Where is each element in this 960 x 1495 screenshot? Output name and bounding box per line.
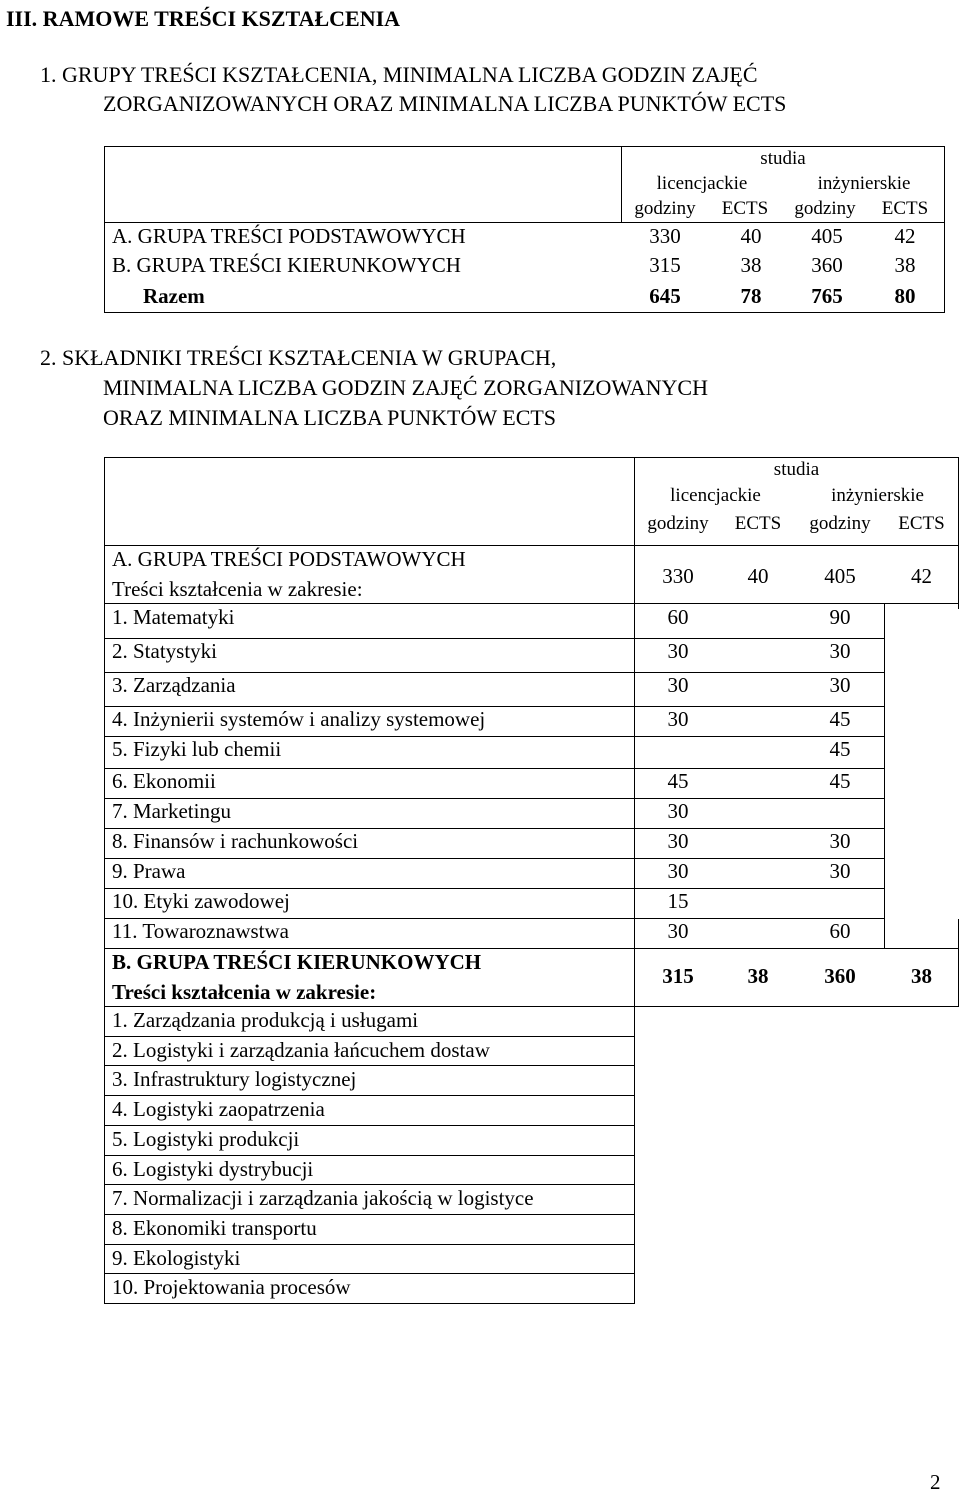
lic-hours: 30 [667,799,689,823]
lic-ects-header: ECTS [721,198,769,219]
item-label: 10. Projektowania procesów [112,1275,351,1299]
studia-header: studia [773,459,820,480]
lic-ects-header: ECTS [734,513,782,534]
lic-hours: 645 [649,284,681,308]
inz-hours: 30 [829,859,851,883]
inz-hours: 45 [829,707,851,731]
item-label: 10. Etyki zawodowej [112,889,290,913]
part2-heading-line1: 2. SKŁADNIKI TREŚCI KSZTAŁCENIA W GRUPACH, [40,345,557,370]
page-number: 2 [930,1470,941,1494]
row-label: B. GRUPA TREŚCI KIERUNKOWYCH [112,253,461,277]
inz-ects: 80 [894,284,916,308]
item-label: 2. Logistyki i zarządzania łańcuchem dostaw [112,1038,490,1062]
licencjackie-header: licencjackie [670,485,761,506]
item-label: 9. Ekologistyki [112,1246,241,1270]
lic-hours: 30 [667,829,689,853]
inz-hours: 405 [811,224,843,248]
inzynierskie-header: inżynierskie [831,485,924,506]
item-label: 1. Matematyki [112,605,235,629]
inz-ects-header: ECTS [898,513,945,534]
part1-heading-line1: 1. GRUPY TREŚCI KSZTAŁCENIA, MINIMALNA LICZBA GODZIN ZAJĘĆ [40,62,758,87]
group-a-lic-ects: 40 [747,564,769,588]
item-label: 7. Normalizacji i zarządzania jakością w logistyce [112,1186,534,1210]
item-label: 2. Statystyki [112,639,218,663]
studia-header: studia [760,148,806,169]
item-label: 3. Zarządzania [112,673,236,697]
item-label: 6. Ekonomii [112,769,216,793]
group-b-lic-hours: 315 [662,964,694,988]
lic-hours: 30 [667,919,689,943]
inz-ects-header: ECTS [881,198,929,219]
item-label: 9. Prawa [112,859,186,883]
inz-ects: 42 [894,224,916,248]
inz-hours: 60 [829,919,851,943]
item-label: 4. Inżynierii systemów i analizy systemowej [112,707,486,731]
item-label: 8. Finansów i rachunkowości [112,829,359,853]
lic-hours: 30 [667,639,689,663]
inz-hours: 90 [829,605,851,629]
lic-ects: 38 [740,253,762,277]
part2-heading-line3: ORAZ MINIMALNA LICZBA PUNKTÓW ECTS [103,405,557,430]
lic-hours: 15 [667,889,689,913]
lic-ects: 40 [740,224,762,248]
item-label: 6. Logistyki dystrybucji [112,1157,314,1181]
group-a-subtitle: Treści kształcenia w zakresie: [112,577,363,601]
inz-godziny-header: godziny [809,513,871,534]
inz-hours: 30 [829,673,851,697]
part2-heading-line2: MINIMALNA LICZBA GODZIN ZAJĘĆ ZORGANIZOWANYCH [103,375,708,400]
row-label: A. GRUPA TREŚCI PODSTAWOWYCH [112,224,466,248]
group-a-title: A. GRUPA TREŚCI PODSTAWOWYCH [112,547,466,571]
inzynierskie-header: inżynierskie [817,173,911,194]
group-a-lic-hours: 330 [662,564,694,588]
lic-hours: 45 [667,769,689,793]
lic-godziny-header: godziny [647,513,709,534]
item-label: 7. Marketingu [112,799,231,823]
licencjackie-header: licencjackie [656,173,748,194]
item-label: 8. Ekonomiki transportu [112,1216,317,1240]
group-b-inz-hours: 360 [824,964,856,988]
inz-hours: 30 [829,639,851,663]
group-b-lic-ects: 38 [747,964,769,988]
item-label: 11. Towaroznawstwa [112,919,289,943]
lic-hours: 315 [649,253,681,277]
item-label: 3. Infrastruktury logistycznej [112,1067,357,1091]
item-label: 5. Fizyki lub chemii [112,737,282,761]
group-b-inz-ects: 38 [911,964,932,988]
inz-hours: 30 [829,829,851,853]
inz-hours: 45 [829,769,851,793]
inz-hours: 45 [829,737,851,761]
inz-hours: 765 [811,284,843,308]
inz-godziny-header: godziny [794,198,856,219]
lic-hours: 30 [667,859,689,883]
lic-hours: 60 [667,605,689,629]
lic-hours: 30 [667,707,689,731]
group-a-inz-ects: 42 [911,564,932,588]
lic-hours: 330 [649,224,681,248]
item-label: 5. Logistyki produkcji [112,1127,300,1151]
inz-hours: 360 [811,253,843,277]
inz-ects: 38 [894,253,916,277]
item-label: 4. Logistyki zaopatrzenia [112,1097,325,1121]
part1-heading-line2: ZORGANIZOWANYCH ORAZ MINIMALNA LICZBA PUNKTÓW ECTS [103,91,787,116]
lic-hours: 30 [667,673,689,697]
lic-ects: 78 [740,284,762,308]
section-title: III. RAMOWE TREŚCI KSZTAŁCENIA [6,6,401,31]
lic-godziny-header: godziny [634,198,696,219]
group-a-inz-hours: 405 [824,564,856,588]
group-b-title: B. GRUPA TREŚCI KIERUNKOWYCH [112,950,482,974]
group-b-subtitle: Treści kształcenia w zakresie: [112,980,377,1004]
item-label: 1. Zarządzania produkcją i usługami [112,1008,419,1032]
row-label: Razem [143,284,205,308]
